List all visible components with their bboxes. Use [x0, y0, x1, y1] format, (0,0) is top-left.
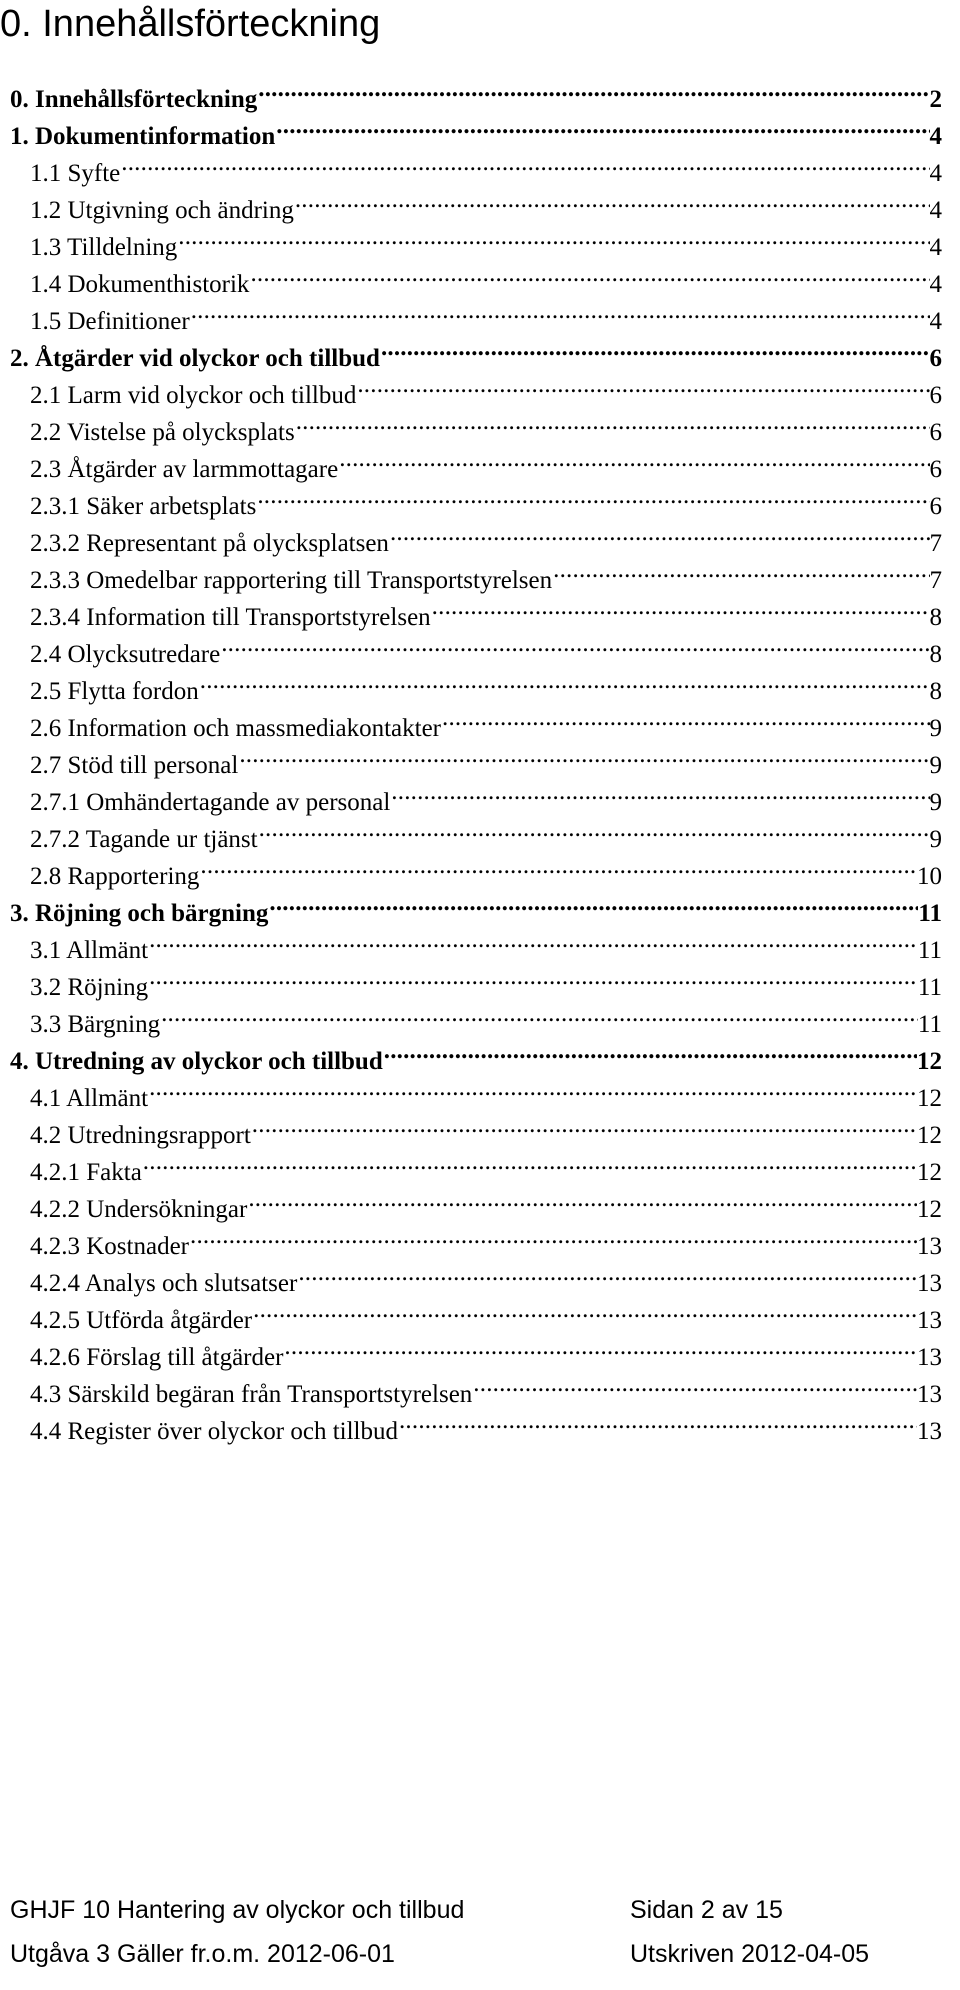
- footer-edition: Utgåva 3 Gäller fr.o.m. 2012-06-01: [10, 1940, 395, 1968]
- toc-entry[interactable]: [30, 255, 942, 298]
- toc-entry-title: 2.4 Olycksutredare: [30, 641, 221, 668]
- toc-entry[interactable]: [30, 292, 942, 335]
- toc-dot-leader: [249, 255, 929, 292]
- toc-dot-leader: [431, 588, 930, 625]
- toc-entry[interactable]: [10, 1032, 942, 1075]
- toc-entry[interactable]: [30, 921, 942, 964]
- toc-entry-page-number: 9: [929, 752, 942, 779]
- toc-entry-title: 2.8 Rapportering: [30, 863, 200, 890]
- toc-entry-page-number: 6: [929, 419, 942, 446]
- toc-entry-title: 4.2.2 Undersökningar: [30, 1196, 248, 1223]
- toc-dot-leader: [297, 1254, 917, 1291]
- toc-entry-page-number: 7: [929, 567, 942, 594]
- toc-entry[interactable]: [30, 1365, 942, 1408]
- page-footer: [10, 1888, 950, 1976]
- toc-entry-title: 2.3.2 Representant på olycksplatsen: [30, 530, 389, 557]
- toc-entry-title: 4.1 Allmänt: [30, 1085, 149, 1112]
- toc-entry-page-number: 6: [929, 345, 942, 372]
- toc-entry-title: 2.5 Flytta fordon: [30, 678, 199, 705]
- toc-dot-leader: [441, 699, 930, 736]
- toc-entry[interactable]: [10, 70, 942, 113]
- toc-entry-title: 1. Dokumentinformation: [10, 123, 276, 150]
- toc-entry-title: 4.4 Register över olyckor och tillbud: [30, 1418, 398, 1445]
- toc-dot-leader: [283, 1328, 917, 1365]
- toc-entry-title: 4. Utredning av olyckor och tillbud: [10, 1048, 383, 1075]
- toc-entry[interactable]: [30, 1402, 942, 1445]
- toc-entry[interactable]: [10, 329, 942, 372]
- toc-entry-page-number: 4: [929, 308, 942, 335]
- toc-entry[interactable]: [10, 107, 942, 150]
- toc-entry-title: 1.2 Utgivning och ändring: [30, 197, 294, 224]
- toc-entry-title: 4.2.1 Fakta: [30, 1159, 142, 1186]
- toc-entry-page-number: 11: [917, 937, 942, 964]
- toc-dot-leader: [472, 1365, 917, 1402]
- toc-entry-title: 2.7.1 Omhändertagande av personal: [30, 789, 391, 816]
- toc-entry-title: 2.3.1 Säker arbetsplats: [30, 493, 257, 520]
- toc-dot-leader: [120, 144, 929, 181]
- toc-dot-leader: [190, 292, 930, 329]
- toc-entry-page-number: 9: [929, 826, 942, 853]
- toc-dot-leader: [389, 514, 930, 551]
- toc-entry[interactable]: [30, 551, 942, 594]
- toc-dot-leader: [148, 921, 918, 958]
- toc-entry-title: 1.1 Syfte: [30, 160, 121, 187]
- toc-entry-title: 3.2 Röjning: [30, 974, 149, 1001]
- toc-entry-page-number: 11: [918, 900, 942, 927]
- toc-dot-leader: [148, 1069, 917, 1106]
- toc-entry[interactable]: [30, 403, 942, 446]
- toc-entry-page-number: 13: [917, 1307, 942, 1334]
- footer-page-info: Sidan 2 av 15: [630, 1896, 783, 1924]
- toc-entry[interactable]: [30, 625, 942, 668]
- toc-dot-leader: [398, 1402, 917, 1439]
- toc-dot-leader: [275, 107, 929, 144]
- toc-entry[interactable]: [30, 1217, 942, 1260]
- toc-dot-leader: [238, 736, 929, 773]
- toc-entry-page-number: 4: [929, 197, 942, 224]
- toc-entry-page-number: 8: [929, 678, 942, 705]
- toc-entry-title: 2.3.3 Omedelbar rapportering till Transportstyrelsen: [30, 567, 553, 594]
- toc-entry-title: 4.2.3 Kostnader: [30, 1233, 189, 1260]
- toc-entry[interactable]: [30, 181, 942, 224]
- toc-dot-leader: [380, 329, 930, 366]
- toc-entry[interactable]: [30, 958, 942, 1001]
- toc-entry-title: 3. Röjning och bärgning: [10, 900, 269, 927]
- toc-entry[interactable]: [30, 1069, 942, 1112]
- toc-entry-title: 3.3 Bärgning: [30, 1011, 161, 1038]
- toc-entry-title: 2.3.4 Information till Transportstyrelsen: [30, 604, 431, 631]
- toc-entry-page-number: 13: [917, 1418, 942, 1445]
- toc-entry-title: 2.6 Information och massmediakontakter: [30, 715, 441, 742]
- toc-entry[interactable]: [30, 477, 942, 520]
- toc-entry[interactable]: [30, 1143, 942, 1186]
- toc-entry-page-number: 9: [929, 789, 942, 816]
- toc-entry-page-number: 9: [929, 715, 942, 742]
- toc-entry-page-number: 11: [917, 1011, 942, 1038]
- toc-entry-title: 3.1 Allmänt: [30, 937, 149, 964]
- toc-dot-leader: [160, 995, 918, 1032]
- toc-dot-leader: [177, 218, 929, 255]
- toc-dot-leader: [257, 70, 929, 107]
- toc-entry-page-number: 8: [929, 604, 942, 631]
- toc-entry-page-number: 2: [929, 86, 942, 113]
- toc-entry-page-number: 12: [917, 1122, 942, 1149]
- toc-entry-page-number: 4: [929, 271, 942, 298]
- toc-dot-leader: [390, 773, 929, 810]
- toc-dot-leader: [247, 1180, 917, 1217]
- toc-entry-title: 2.7.2 Tagande ur tjänst: [30, 826, 258, 853]
- toc-entry-title: 1.3 Tilldelning: [30, 234, 178, 261]
- toc-dot-leader: [199, 847, 917, 884]
- toc-entry-page-number: 12: [917, 1048, 942, 1075]
- toc-entry[interactable]: [30, 847, 942, 890]
- toc-entry[interactable]: [30, 1254, 942, 1297]
- toc-entry-page-number: 4: [929, 123, 942, 150]
- toc-dot-leader: [268, 884, 918, 921]
- toc-entry[interactable]: [10, 884, 942, 927]
- toc-entry-page-number: 13: [917, 1344, 942, 1371]
- toc-dot-leader: [189, 1217, 917, 1254]
- toc-entry-page-number: 12: [917, 1085, 942, 1112]
- toc-dot-leader: [338, 440, 929, 477]
- toc-dot-leader: [142, 1143, 917, 1180]
- toc-entry[interactable]: [30, 773, 942, 816]
- toc-entry-title: 4.2.4 Analys och slutsatser: [30, 1270, 298, 1297]
- toc-entry[interactable]: [30, 662, 942, 705]
- toc-entry[interactable]: [30, 218, 942, 261]
- toc-entry[interactable]: [30, 810, 942, 853]
- toc-entry-page-number: 7: [929, 530, 942, 557]
- toc-entry-page-number: 12: [917, 1159, 942, 1186]
- toc-dot-leader: [251, 1106, 917, 1143]
- toc-entry-page-number: 10: [917, 863, 942, 890]
- toc-dot-leader: [199, 662, 930, 699]
- toc-entry-title: 2. Åtgärder vid olyckor och tillbud: [10, 345, 380, 372]
- toc-entry-page-number: 11: [917, 974, 942, 1001]
- footer-row-top: [10, 1888, 950, 1932]
- toc-dot-leader: [252, 1291, 917, 1328]
- toc-dot-leader: [356, 366, 929, 403]
- toc-entry-page-number: 4: [929, 234, 942, 261]
- toc-entry[interactable]: [30, 514, 942, 557]
- toc-entry-title: 2.7 Stöd till personal: [30, 752, 239, 779]
- toc-entry[interactable]: [30, 1328, 942, 1371]
- toc-dot-leader: [148, 958, 918, 995]
- toc-dot-leader: [256, 477, 929, 514]
- toc-entry-title: 2.1 Larm vid olyckor och tillbud: [30, 382, 357, 409]
- toc-entry[interactable]: [30, 736, 942, 779]
- toc-entry-title: 1.4 Dokumenthistorik: [30, 271, 250, 298]
- footer-row-bottom: [10, 1932, 950, 1976]
- toc-entry[interactable]: [30, 440, 942, 483]
- toc-entry[interactable]: [30, 1291, 942, 1334]
- toc-entry-page-number: 6: [929, 493, 942, 520]
- toc-entry-page-number: 12: [917, 1196, 942, 1223]
- toc-entry[interactable]: [30, 144, 942, 187]
- toc-dot-leader: [295, 403, 930, 440]
- toc-entry-page-number: 4: [929, 160, 942, 187]
- toc-entry-page-number: 13: [917, 1233, 942, 1260]
- toc-entry[interactable]: [30, 1180, 942, 1223]
- toc-dot-leader: [294, 181, 930, 218]
- toc-entry-page-number: 13: [917, 1381, 942, 1408]
- toc-entry[interactable]: [30, 1106, 942, 1149]
- toc-entry[interactable]: [30, 995, 942, 1038]
- footer-document-title: GHJF 10 Hantering av olyckor och tillbud: [10, 1896, 465, 1924]
- toc-dot-leader: [383, 1032, 917, 1069]
- toc-entry-title: 0. Innehållsförteckning: [10, 86, 258, 113]
- toc-entry-page-number: 13: [917, 1270, 942, 1297]
- toc-entry-title: 2.3 Åtgärder av larmmottagare: [30, 456, 339, 483]
- toc-entry-page-number: 8: [929, 641, 942, 668]
- toc-entry-title: 4.2 Utredningsrapport: [30, 1122, 251, 1149]
- page-heading: 0. Innehållsförteckning: [0, 3, 381, 45]
- toc-entry-title: 1.5 Definitioner: [30, 308, 190, 335]
- toc-entry-title: 2.2 Vistelse på olycksplats: [30, 419, 295, 446]
- toc-entry-title: 4.2.6 Förslag till åtgärder: [30, 1344, 284, 1371]
- toc-entry[interactable]: [30, 588, 942, 631]
- toc-entry[interactable]: [30, 366, 942, 409]
- toc-dot-leader: [220, 625, 929, 662]
- toc-entry-title: 4.2.5 Utförda åtgärder: [30, 1307, 253, 1334]
- toc-entry-title: 4.3 Särskild begäran från Transportstyrelsen: [30, 1381, 473, 1408]
- toc-entry-page-number: 6: [929, 456, 942, 483]
- footer-printed-date: Utskriven 2012-04-05: [630, 1940, 870, 1968]
- toc-entry[interactable]: [30, 699, 942, 742]
- toc-entry-page-number: 6: [929, 382, 942, 409]
- toc-dot-leader: [552, 551, 929, 588]
- toc-dot-leader: [258, 810, 930, 847]
